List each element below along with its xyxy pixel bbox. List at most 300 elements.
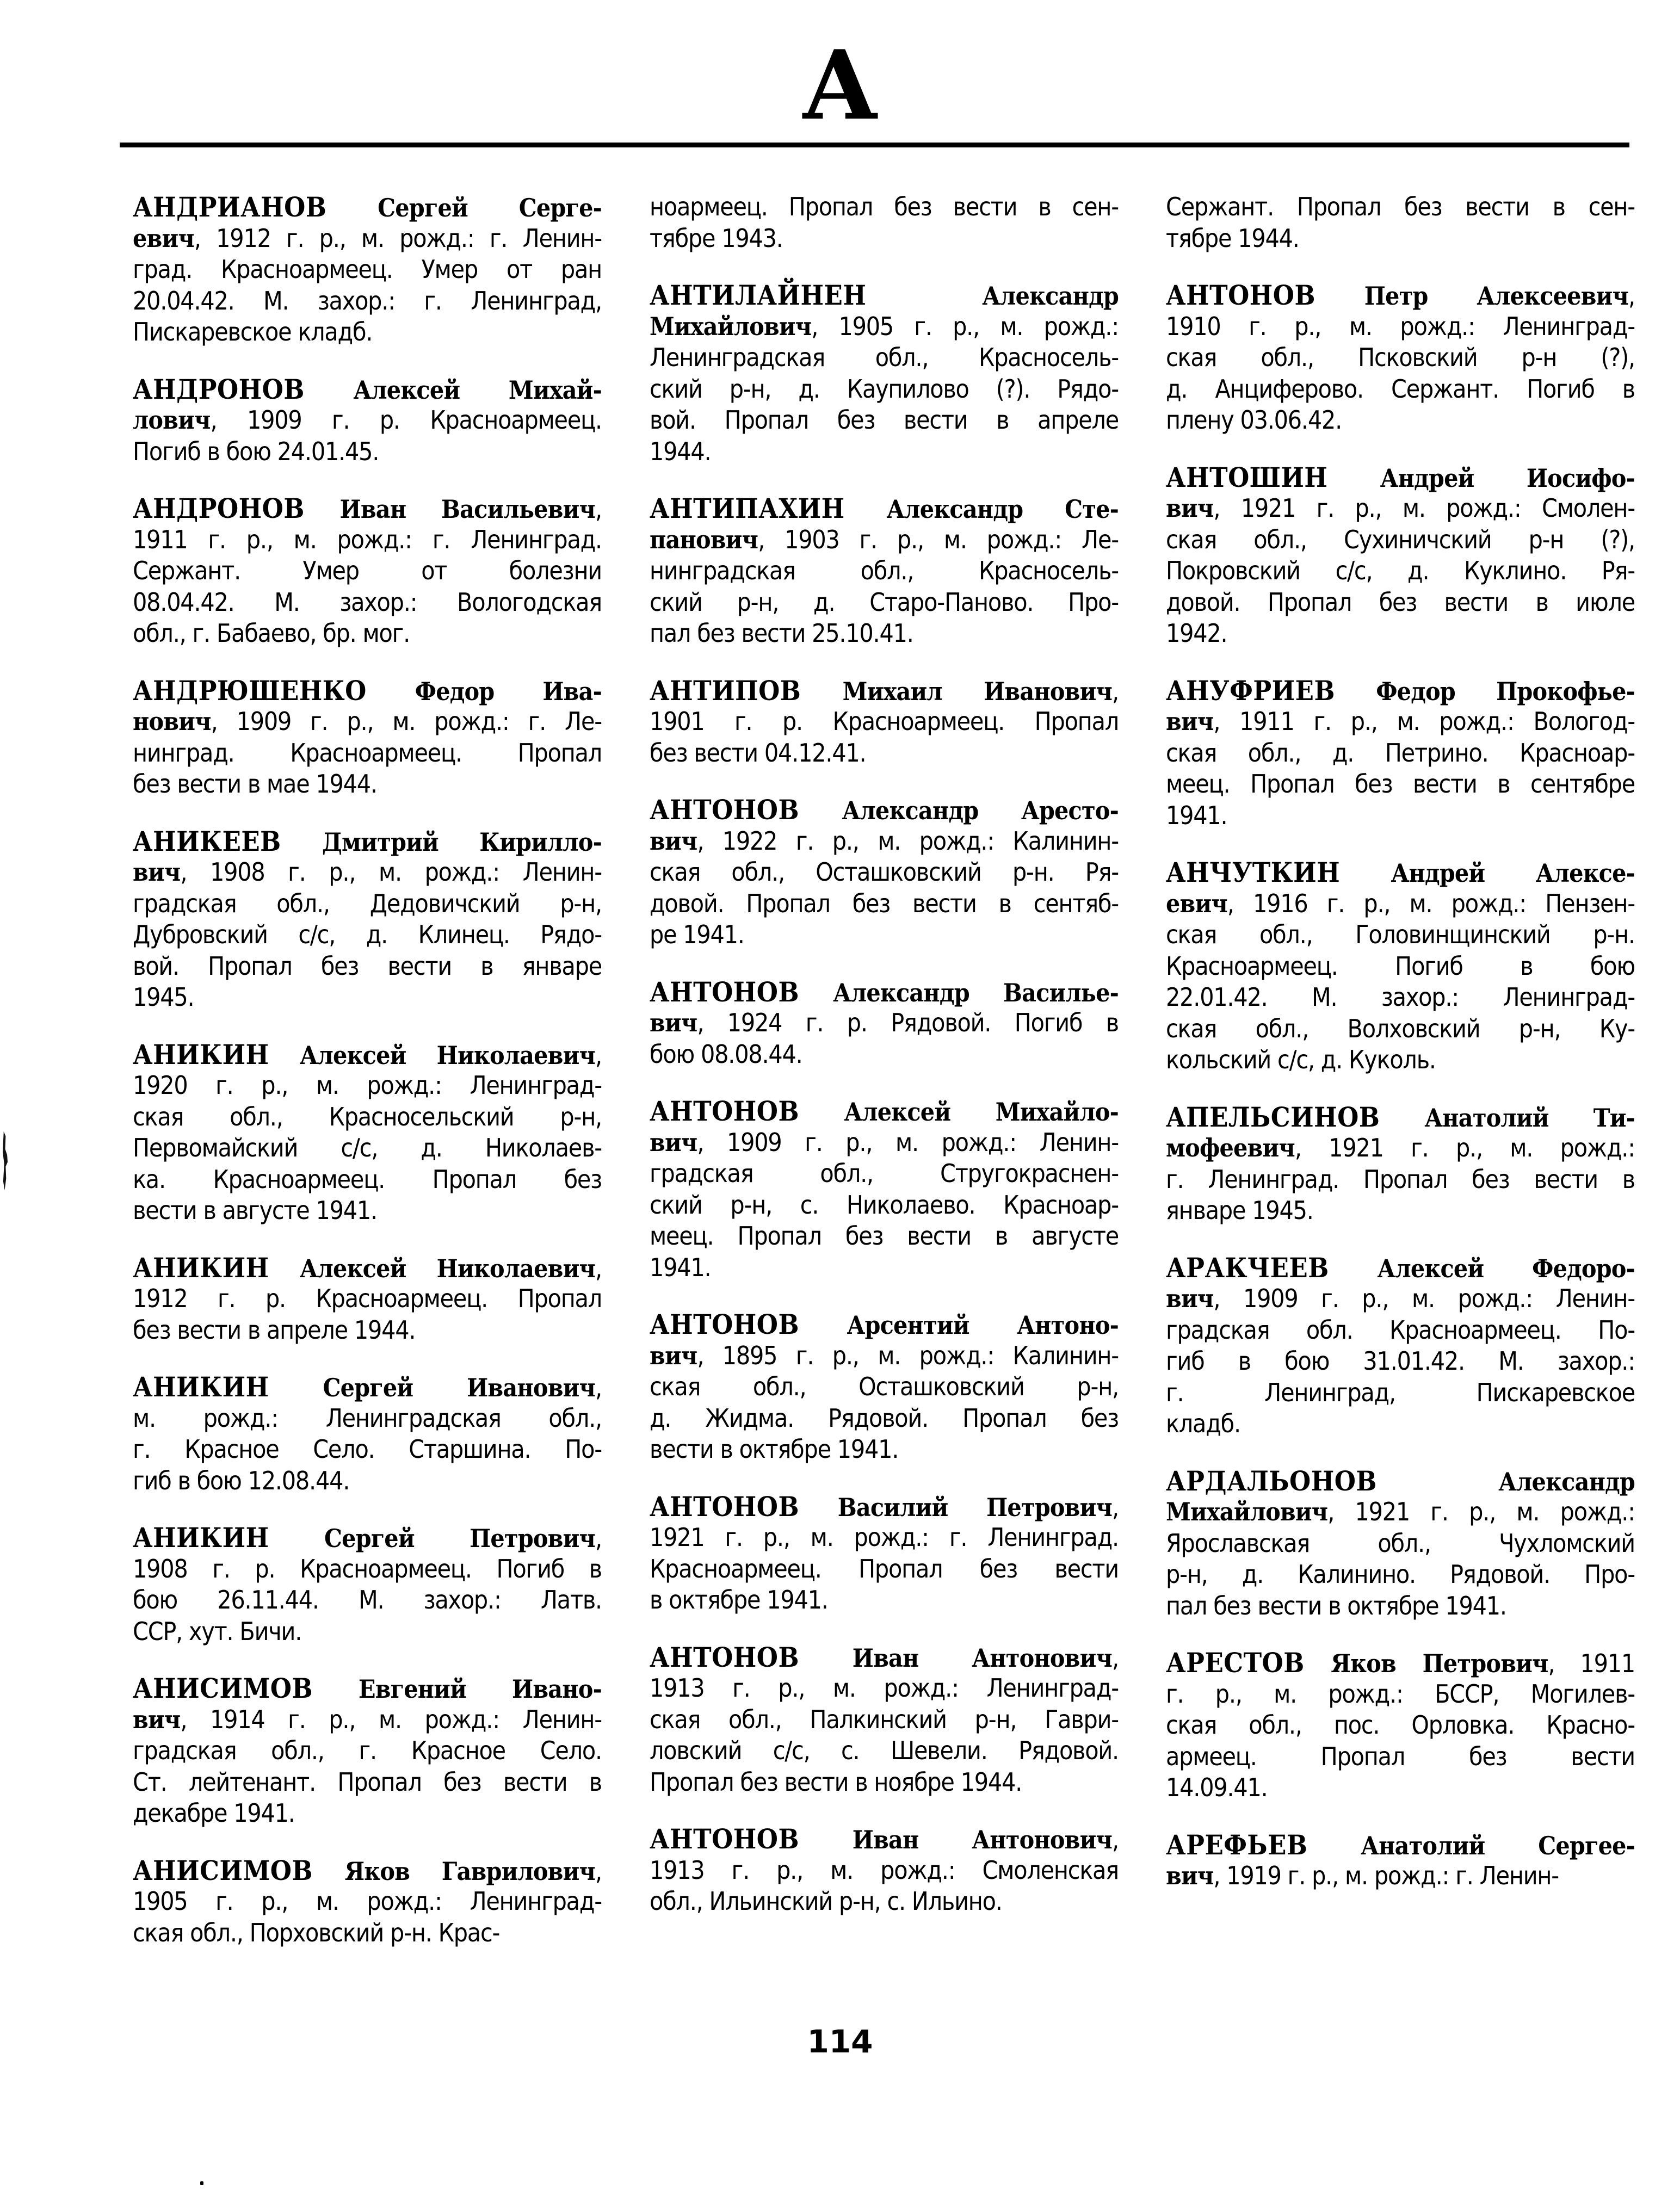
entry-line	[650, 524, 1119, 556]
register-entry	[1166, 191, 1635, 254]
register-entry	[1166, 462, 1635, 650]
entry-text: нинград. Красноармеец. Пропал	[133, 738, 602, 768]
entry-line	[650, 1190, 1119, 1221]
entry-given-name: Дмитрий Кирилло-	[281, 827, 602, 857]
entry-line	[1166, 587, 1635, 618]
register-entry	[133, 1673, 602, 1829]
entry-line	[133, 706, 602, 738]
entry-given-name: вич	[1166, 493, 1214, 523]
entry-text: ,	[595, 1856, 602, 1886]
page-number: 114	[807, 2023, 873, 2060]
entry-given-name: вич	[1166, 707, 1214, 736]
register-entry	[1166, 1102, 1635, 1227]
entry-text: ,	[1628, 281, 1635, 311]
entry-given-name: вич	[650, 1008, 697, 1037]
entry-text: 1910 г. р., м. рожд.: Ленинград-	[1166, 311, 1635, 341]
register-entry	[1166, 1465, 1635, 1622]
entry-line	[650, 1096, 1119, 1127]
entry-line	[133, 1585, 602, 1616]
entry-given-name: Иван Антонович	[799, 1643, 1113, 1673]
entry-line	[650, 1886, 1119, 1918]
entry-surname: АНТИПАХИН	[650, 492, 845, 524]
entry-line	[133, 769, 602, 800]
entry-text: ,	[595, 1373, 602, 1402]
entry-text: плену 03.06.42.	[1166, 405, 1342, 435]
entry-text: ка. Красноармеец. Пропал без	[133, 1164, 602, 1194]
entry-text: ская обл., Порховский р-н. Крас-	[133, 1918, 500, 1947]
entry-line	[133, 223, 602, 255]
entry-line	[133, 1371, 602, 1403]
entry-given-name: Сергей Петрович	[269, 1524, 596, 1553]
entry-text: , 1908 г. р., м. рожд.: Ленин-	[180, 857, 602, 887]
entry-surname: АРЕСТОВ	[1166, 1647, 1305, 1679]
entry-line	[1166, 1195, 1635, 1227]
entry-line	[650, 1491, 1119, 1523]
entry-text: ская обл., Осташковский р-н. Ря-	[650, 857, 1119, 887]
entry-text: 1901 г. р. Красноармеец. Пропал	[650, 707, 1119, 736]
entry-text: 08.04.42. М. захор.: Вологодская	[133, 587, 602, 617]
entry-text: ,	[595, 1253, 602, 1283]
entry-line	[133, 1855, 602, 1886]
entry-text: ,	[595, 1040, 602, 1070]
entry-line	[650, 675, 1119, 707]
entry-line	[1166, 1710, 1635, 1741]
entry-line	[133, 1673, 602, 1704]
register-entry	[650, 675, 1119, 769]
entry-text: градская обл., г. Красное Село.	[133, 1736, 602, 1765]
entry-line	[650, 191, 1119, 223]
entry-text: ский р-н, с. Николаево. Красноар-	[650, 1190, 1119, 1220]
entry-line	[1166, 618, 1635, 650]
register-entry	[133, 675, 602, 800]
entry-line	[650, 405, 1119, 436]
entry-text: ,	[595, 1524, 602, 1553]
entry-line	[1166, 1164, 1635, 1196]
entry-line	[133, 1102, 602, 1133]
entry-line	[133, 982, 602, 1013]
entry-line	[650, 493, 1119, 524]
entry-line	[133, 1403, 602, 1434]
entry-line	[133, 254, 602, 286]
scan-artifact-dot	[200, 2181, 203, 2185]
register-entry	[650, 794, 1119, 951]
entry-given-name: лович	[133, 405, 211, 435]
entry-line	[133, 1704, 602, 1736]
entry-text: ре 1941.	[650, 920, 744, 949]
entry-given-name: Михайлович	[650, 311, 812, 341]
entry-line	[1166, 1528, 1635, 1560]
register-entry	[1166, 857, 1635, 1076]
entry-given-name: вич	[133, 857, 181, 887]
entry-line	[650, 888, 1119, 920]
entry-line	[650, 436, 1119, 468]
entry-text: , 1914 г. р., м. рожд.: Ленин-	[180, 1704, 602, 1734]
entry-surname: АНИСИМОВ	[133, 1854, 313, 1886]
entry-text: 22.01.42. М. захор.: Ленинград-	[1166, 982, 1635, 1012]
entry-text: вой. Пропал без вести в апреле	[650, 405, 1119, 435]
entry-line	[650, 311, 1119, 343]
entry-line	[1166, 555, 1635, 587]
entry-line	[1166, 191, 1635, 223]
entry-given-name: вич	[650, 1127, 697, 1157]
entry-line	[1166, 1044, 1635, 1076]
entry-text: меец. Пропал без вести в сентябре	[1166, 769, 1635, 799]
entry-line	[650, 618, 1119, 650]
entry-given-name: Василий Петрович	[799, 1492, 1113, 1522]
entry-text: ская обл., Сухиничский р-н (?),	[1166, 524, 1635, 554]
entry-given-name: Анатолий Ти-	[1380, 1103, 1635, 1133]
entry-line	[133, 286, 602, 317]
entry-text: обл., г. Бабаево, бр. мог.	[133, 618, 410, 648]
entry-given-name: Сергей Иванович	[269, 1373, 596, 1402]
entry-line	[133, 1039, 602, 1071]
entry-line	[1166, 493, 1635, 524]
entry-line	[650, 976, 1119, 1008]
entry-line	[1166, 857, 1635, 888]
entry-text: град. Красноармеец. Умер от ран	[133, 255, 602, 284]
entry-text: Погиб в бою 24.01.45.	[133, 436, 379, 466]
register-entry	[133, 1522, 602, 1647]
entry-surname: АНИКИН	[133, 1038, 269, 1071]
entry-text: , 1921 г. р., м. рожд.:	[1294, 1133, 1635, 1162]
entry-given-name: Алексей Николаевич	[269, 1253, 596, 1283]
register-entry	[1166, 1829, 1635, 1892]
entry-text: Ярославская обл., Чухломский	[1166, 1528, 1635, 1558]
entry-line	[1166, 1133, 1635, 1164]
entry-line	[650, 919, 1119, 951]
entry-line	[133, 675, 602, 707]
entry-given-name: евич	[1166, 888, 1227, 918]
register-entry	[650, 1309, 1119, 1465]
entry-text: ноармеец. Пропал без вести в сен-	[650, 192, 1119, 221]
entry-line	[133, 1315, 602, 1346]
entry-given-name: Алексей Николаевич	[269, 1040, 596, 1070]
entry-surname: АНДРИАНОВ	[133, 191, 327, 223]
entry-surname: АРЕФЬЕВ	[1166, 1828, 1308, 1861]
entry-text: 1942.	[1166, 618, 1227, 648]
entry-line	[650, 223, 1119, 255]
entry-given-name: Анатолий Сергее-	[1307, 1830, 1635, 1860]
entry-line	[1166, 919, 1635, 951]
entry-surname: АНЧУТКИН	[1166, 856, 1341, 888]
entry-line	[650, 826, 1119, 857]
entry-surname: АНИКЕЕВ	[133, 825, 281, 857]
entry-given-name: мофеевич	[1166, 1133, 1295, 1162]
entry-text: вести в августе 1941.	[133, 1196, 377, 1225]
entry-line	[650, 1767, 1119, 1798]
entry-text: гиб в бою 31.01.42. М. захор.:	[1166, 1346, 1635, 1376]
entry-text: , 1905 г. р., м. рожд.:	[811, 311, 1119, 341]
entry-line	[133, 436, 602, 468]
entry-given-name: вич	[1166, 1284, 1214, 1313]
entry-surname: АНТОШИН	[1166, 461, 1328, 493]
entry-given-name: Алексей Михай-	[304, 375, 602, 405]
column-3	[1166, 191, 1635, 1918]
entry-text: 1913 г. р., м. рожд.: Смоленская	[650, 1855, 1119, 1885]
entry-line	[133, 1616, 602, 1648]
entry-text: довой. Пропал без вести в сентяб-	[650, 888, 1119, 918]
entry-text: ская обл., Головинщинский р-н.	[1166, 920, 1635, 949]
entry-line	[650, 1522, 1119, 1554]
entry-line	[1166, 1346, 1635, 1377]
entry-text: , 1895 г. р., м. рожд.: Калинин-	[697, 1340, 1119, 1370]
register-entry	[1166, 1252, 1635, 1440]
register-entry	[1166, 675, 1635, 832]
entry-text: кладб.	[1166, 1409, 1240, 1438]
entry-surname: АНТОНОВ	[650, 794, 800, 826]
entry-line	[133, 1252, 602, 1284]
entry-text: Красноармеец. Пропал без вести	[650, 1554, 1119, 1584]
entry-text: 14.09.41.	[1166, 1773, 1268, 1802]
entry-text: р-н, д. Калинино. Рядовой. Про-	[1166, 1560, 1635, 1589]
entry-text: , 1909 г. р. Красноармеец.	[210, 405, 602, 435]
entry-text: , 1909 г. р., м. рожд.: Ленин-	[697, 1127, 1119, 1157]
entry-text: 1911 г. р., м. рожд.: г. Ленинград.	[133, 524, 602, 554]
entry-text: д. Анциферово. Сержант. Погиб в	[1166, 374, 1635, 404]
entry-text: тябре 1943.	[650, 223, 783, 253]
entry-text: г. Ленинград, Пискаревское	[1166, 1377, 1635, 1407]
entry-line	[1166, 675, 1635, 707]
entry-text: вой. Пропал без вести в январе	[133, 951, 602, 981]
entry-given-name: Михайлович	[1166, 1497, 1328, 1526]
entry-surname: АНТОНОВ	[650, 975, 800, 1008]
entry-given-name: Александр	[1376, 1467, 1635, 1496]
entry-given-name: Андрей Иосифо-	[1327, 463, 1635, 493]
entry-text: ,	[1112, 1643, 1119, 1673]
entry-text: , 1916 г. р., м. рожд.: Пензен-	[1227, 888, 1635, 918]
section-letter-heading: А	[801, 30, 879, 141]
entry-surname: АНДРЮШЕНКО	[133, 674, 367, 707]
register-entry	[133, 1252, 602, 1346]
entry-text: бою 08.08.44.	[650, 1039, 802, 1069]
entry-text: 1944.	[650, 436, 711, 466]
entry-surname: АРДАЛЬОНОВ	[1166, 1464, 1377, 1497]
entry-surname: АНИКИН	[133, 1371, 269, 1403]
entry-line	[1166, 1591, 1635, 1622]
entry-given-name: Федор Ива-	[366, 676, 602, 706]
entry-given-name: Арсентий Антоно-	[799, 1310, 1119, 1340]
entry-line	[133, 1070, 602, 1102]
register-entry	[650, 976, 1119, 1071]
entry-line	[650, 1554, 1119, 1585]
entry-line	[133, 1283, 602, 1315]
entry-given-name: Алексей Федоро-	[1329, 1253, 1635, 1283]
entry-text: градская обл., Стругокраснен-	[650, 1159, 1119, 1188]
entry-text: без вести 04.12.41.	[650, 738, 866, 768]
entry-text: 1921 г. р., м. рожд.: г. Ленинград.	[650, 1523, 1119, 1552]
entry-line	[133, 1164, 602, 1196]
entry-text: , 1912 г. р., м. рожд.: г. Ленин-	[194, 223, 602, 253]
entry-text: , 1911 г. р., м. рожд.: Вологод-	[1213, 707, 1635, 736]
entry-surname: АРАКЧЕЕВ	[1166, 1251, 1329, 1284]
entry-line	[650, 587, 1119, 618]
register-entry	[133, 493, 602, 650]
register-entry	[650, 280, 1119, 467]
entry-given-name: Яков Гаврилович	[312, 1856, 596, 1886]
entry-line	[1166, 1408, 1635, 1440]
entry-line	[133, 1798, 602, 1829]
entry-text: , 1924 г. р. Рядовой. Погиб в	[697, 1008, 1119, 1037]
entry-line	[133, 1465, 602, 1497]
register-entry	[650, 191, 1119, 254]
entry-text: меец. Пропал без вести в августе	[650, 1221, 1119, 1251]
entry-line	[133, 555, 602, 587]
entry-line	[1166, 1679, 1635, 1710]
entry-text: ская обл., пос. Орловка. Красно-	[1166, 1710, 1635, 1740]
entry-line	[1166, 1283, 1635, 1315]
entry-line	[133, 374, 602, 405]
entry-given-name: Сергей Серге-	[326, 193, 602, 222]
entry-text: м. рожд.: Ленинградская обл.,	[133, 1403, 602, 1433]
entry-line	[1166, 462, 1635, 493]
entry-text: , 1922 г. р., м. рожд.: Калинин-	[697, 826, 1119, 856]
entry-surname: АНТОНОВ	[650, 1490, 800, 1523]
entry-text: 1908 г. р. Красноармеец. Погиб в	[133, 1554, 602, 1584]
entry-line	[133, 1522, 602, 1554]
entry-text: обл., Ильинский р-н, с. Ильино.	[650, 1886, 1002, 1916]
entry-line	[1166, 1496, 1635, 1528]
entry-line	[133, 1195, 602, 1227]
entry-text: 1941.	[1166, 800, 1227, 830]
register-entry	[650, 493, 1119, 650]
entry-text: бою 26.11.44. М. захор.: Латв.	[133, 1585, 602, 1615]
entry-text: 1945.	[133, 982, 194, 1012]
entry-text: 1913 г. р., м. рожд.: Ленинград-	[650, 1673, 1119, 1703]
entry-text: Ленинградская обл., Красносель-	[650, 343, 1119, 372]
entry-line	[1166, 951, 1635, 982]
entry-text: градская обл. Красноармеец. По-	[1166, 1315, 1635, 1345]
entry-surname: АНДРОНОВ	[133, 373, 305, 405]
entry-line	[650, 1673, 1119, 1704]
entry-line	[650, 280, 1119, 311]
entry-line	[1166, 1647, 1635, 1679]
entry-given-name: Петр Алексеевич	[1315, 281, 1629, 311]
entry-line	[650, 1252, 1119, 1284]
entry-line	[133, 1554, 602, 1585]
entry-line	[650, 738, 1119, 769]
entry-line	[650, 1704, 1119, 1736]
entry-text: 20.04.42. М. захор.: г. Ленинград,	[133, 286, 602, 316]
entry-text: пал без вести в октябре 1941.	[1166, 1591, 1506, 1620]
entry-text: ССР, хут. Бичи.	[133, 1616, 302, 1646]
entry-line	[133, 888, 602, 920]
entry-text: пал без вести 25.10.41.	[650, 618, 913, 648]
entry-line	[1166, 888, 1635, 920]
column-2	[650, 191, 1119, 1943]
entry-line	[650, 1585, 1119, 1616]
entry-text: январе 1945.	[1166, 1196, 1313, 1225]
entry-line	[133, 317, 602, 348]
entry-line	[133, 405, 602, 436]
entry-text: , 1921 г. р., м. рожд.:	[1327, 1497, 1635, 1526]
entry-line	[650, 1823, 1119, 1855]
entry-line	[133, 618, 602, 650]
entry-line	[133, 1133, 602, 1164]
entry-text: довой. Пропал без вести в июле	[1166, 587, 1635, 617]
entry-text: г. Ленинград. Пропал без вести в	[1166, 1164, 1635, 1194]
scan-artifact-mark	[3, 1131, 8, 1190]
entry-line	[650, 794, 1119, 826]
entry-text: Пропал без вести в ноябре 1944.	[650, 1767, 1022, 1797]
register-entry	[133, 1371, 602, 1496]
entry-text: 1941.	[650, 1252, 711, 1282]
entry-given-name: панович	[650, 524, 758, 554]
entry-text: ская обл., Волховский р-н, Ку-	[1166, 1013, 1635, 1043]
entry-line	[1166, 738, 1635, 769]
entry-line	[133, 919, 602, 951]
register-entry	[1166, 1647, 1635, 1804]
entry-line	[650, 1434, 1119, 1465]
entry-line	[133, 951, 602, 982]
entry-text: 1920 г. р., м. рожд.: Ленинград-	[133, 1071, 602, 1100]
entry-given-name: Алексей Михайло-	[799, 1097, 1119, 1127]
column-1	[133, 191, 602, 1974]
entry-line	[1166, 1013, 1635, 1045]
entry-surname: АНТИЛАЙНЕН	[650, 279, 867, 311]
entry-line	[1166, 374, 1635, 405]
entry-line	[650, 1221, 1119, 1252]
entry-given-name: Андрей Алексе-	[1340, 858, 1635, 888]
entry-given-name: Александр Сте-	[844, 494, 1119, 524]
entry-text: , 1921 г. р., м. рожд.: Смолен-	[1213, 493, 1635, 523]
entry-text: 1905 г. р., м. рожд.: Ленинград-	[133, 1886, 602, 1916]
entry-line	[1166, 524, 1635, 556]
register-entry	[650, 1642, 1119, 1798]
entry-surname: АНТОНОВ	[650, 1308, 800, 1340]
entry-line	[1166, 706, 1635, 738]
entry-surname: АНТОНОВ	[650, 1095, 800, 1127]
entry-line	[133, 493, 602, 524]
entry-text: Ст. лейтенант. Пропал без вести в	[133, 1767, 602, 1797]
entry-given-name: вич	[650, 826, 697, 856]
entry-given-name: Михаил Иванович	[801, 676, 1113, 706]
entry-text: Пискаревское кладб.	[133, 317, 373, 347]
entry-line	[650, 706, 1119, 738]
register-entry	[1166, 280, 1635, 436]
entry-text: ,	[1112, 1825, 1119, 1854]
entry-text: гиб в бою 12.08.44.	[133, 1465, 350, 1495]
entry-given-name: Иван Васильевич	[304, 494, 596, 524]
entry-line	[133, 524, 602, 556]
entry-line	[133, 857, 602, 888]
entry-line	[650, 1309, 1119, 1340]
register-entry	[133, 1855, 602, 1949]
entry-surname: АНИСИМОВ	[133, 1672, 313, 1704]
entry-text: кольский с/с, д. Куколь.	[1166, 1045, 1436, 1074]
entry-line	[650, 1007, 1119, 1039]
entry-text: Сержант. Пропал без вести в сен-	[1166, 192, 1635, 221]
entry-text: армеец. Пропал без вести	[1166, 1741, 1635, 1771]
entry-line	[133, 1767, 602, 1798]
entry-given-name: нович	[133, 707, 211, 736]
entry-given-name: Александр Василье-	[799, 978, 1119, 1007]
entry-surname: АНИКИН	[133, 1521, 269, 1554]
entry-surname: АНУФРИЕВ	[1166, 674, 1335, 707]
entry-text: г. р., м. рожд.: БССР, Могилев-	[1166, 1679, 1635, 1709]
entry-line	[133, 191, 602, 223]
entry-line	[1166, 1741, 1635, 1773]
entry-line	[650, 555, 1119, 587]
entry-surname: АНТИПОВ	[650, 674, 801, 707]
entry-line	[1166, 1377, 1635, 1409]
entry-text: ская обл., Псковский р-н (?),	[1166, 343, 1635, 372]
entry-line	[650, 1039, 1119, 1071]
entry-line	[1166, 1559, 1635, 1591]
entry-surname: АПЕЛЬСИНОВ	[1166, 1100, 1380, 1133]
entry-surname: АНДРОНОВ	[133, 492, 305, 524]
entry-line	[1166, 1860, 1635, 1892]
header-rule	[120, 143, 1629, 147]
